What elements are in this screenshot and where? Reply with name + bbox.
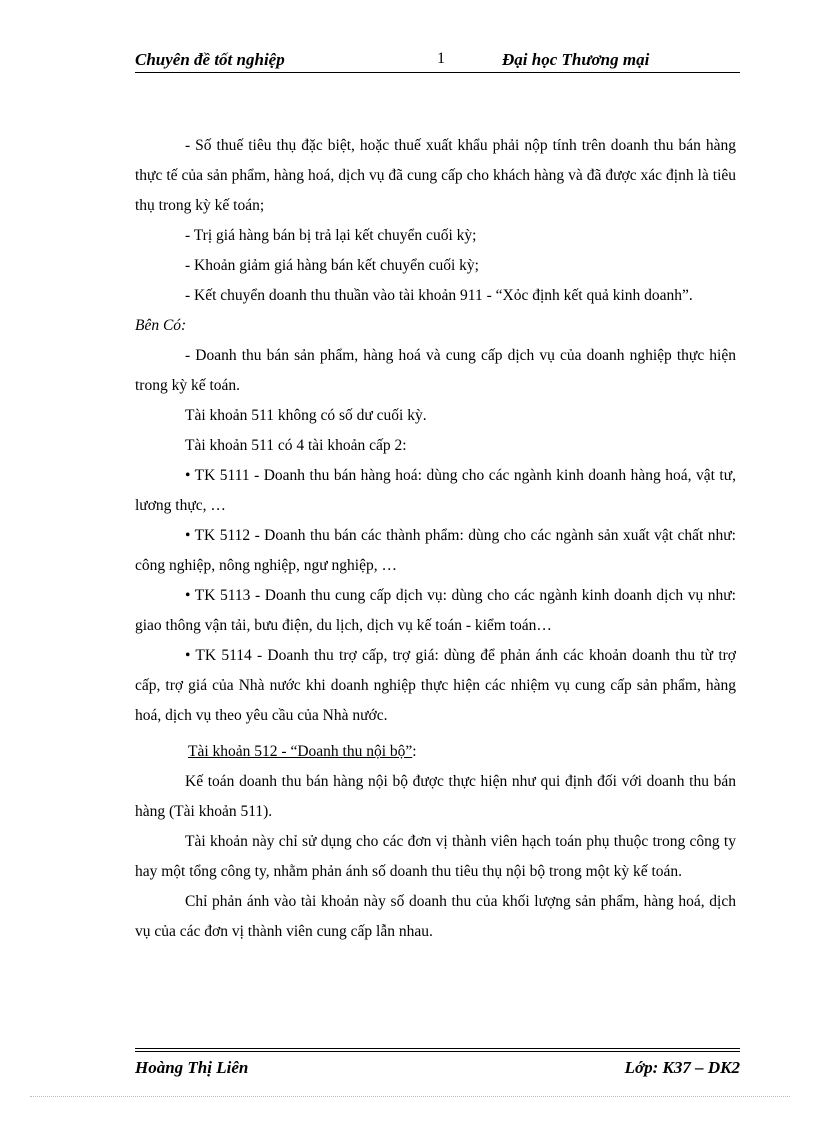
bullet-item: • TK 5113 - Doanh thu cung cấp dịch vụ: dùng cho các ngành kinh doanh dịch vụ như: giao thông vận tải, bưu điện, du lịch, dịch vụ kế toán - kiểm toán… (135, 587, 736, 634)
footer-class: Lớp: K37 – DK2 (624, 1058, 740, 1077)
paragraph: - Khoản giảm giá hàng bán kết chuyển cuối kỳ; (185, 257, 479, 274)
paragraph: Chỉ phản ánh vào tài khoản này số doanh thu của khối lượng sản phẩm, hàng hoá, dịch vụ của các đơn vị thành viên cung cấp lẫn nhau. (135, 893, 736, 940)
header-university: Đại học Thương mại (502, 50, 650, 69)
footer-author: Hoàng Thị Liên (135, 1058, 249, 1077)
footer-rule (135, 1048, 740, 1049)
document-body (135, 131, 736, 947)
paragraph: - Trị giá hàng bán bị trả lại kết chuyển cuối kỳ; (185, 227, 477, 244)
paragraph: - Số thuế tiêu thụ đặc biệt, hoặc thuế xuất khẩu phải nộp tính trên doanh thu bán hàng thực tế của sản phẩm, hàng hoá, dịch vụ đã cung cấp cho khách hàng và đã được xác định là tiêu thụ trong kỳ kế toán; (135, 137, 736, 214)
paragraph: - Doanh thu bán sản phẩm, hàng hoá và cung cấp dịch vụ của doanh nghiệp thực hiện trong kỳ kế toán. (135, 347, 736, 394)
page-header (135, 50, 740, 73)
page-footer (135, 1048, 740, 1078)
bullet-item: • TK 5114 - Doanh thu trợ cấp, trợ giá: dùng để phản ánh các khoản doanh thu từ trợ cấp, trợ giá của Nhà nước khi doanh nghiệp thực hiện các nhiệm vụ cung cấp sản phẩm, hàng hoá, dịch vụ theo yêu cầu của Nhà nước. (135, 647, 736, 724)
section-heading-colon: : (412, 743, 417, 760)
page-break-line (30, 1096, 790, 1097)
bullet-item: • TK 5111 - Doanh thu bán hàng hoá: dùng cho các ngành kinh doanh hàng hoá, vật tư, lương thực, … (135, 467, 736, 514)
paragraph: - Kết chuyển doanh thu thuần vào tài khoản 911 - “Xỏc định kết quả kinh doanh”. (185, 287, 693, 304)
paragraph: Kế toán doanh thu bán hàng nội bộ được thực hiện như qui định đối với doanh thu bán hàng (Tài khoản 511). (135, 773, 736, 820)
paragraph: Tài khoản này chỉ sử dụng cho các đơn vị thành viên hạch toán phụ thuộc trong công ty hay một tổng công ty, nhằm phản ánh số doanh thu tiêu thụ nội bộ trong một kỳ kế toán. (135, 833, 736, 880)
section-heading-text: Tài khoản 512 - “Doanh thu nội bộ” (188, 743, 413, 760)
page-number: 1 (437, 50, 445, 67)
paragraph: Tài khoản 511 không có số dư cuối kỳ. (185, 407, 427, 424)
bullet-item: • TK 5112 - Doanh thu bán các thành phẩm: dùng cho các ngành sản xuất vật chất như: công nghiệp, nông nghiệp, ngư nghiệp, … (135, 527, 736, 574)
ben-co-label: Bên Có: (135, 317, 187, 334)
header-thesis-title: Chuyên đề tốt nghiệp (135, 50, 285, 69)
section-heading (135, 737, 736, 767)
paragraph: Tài khoản 511 có 4 tài khoản cấp 2: (185, 437, 407, 454)
